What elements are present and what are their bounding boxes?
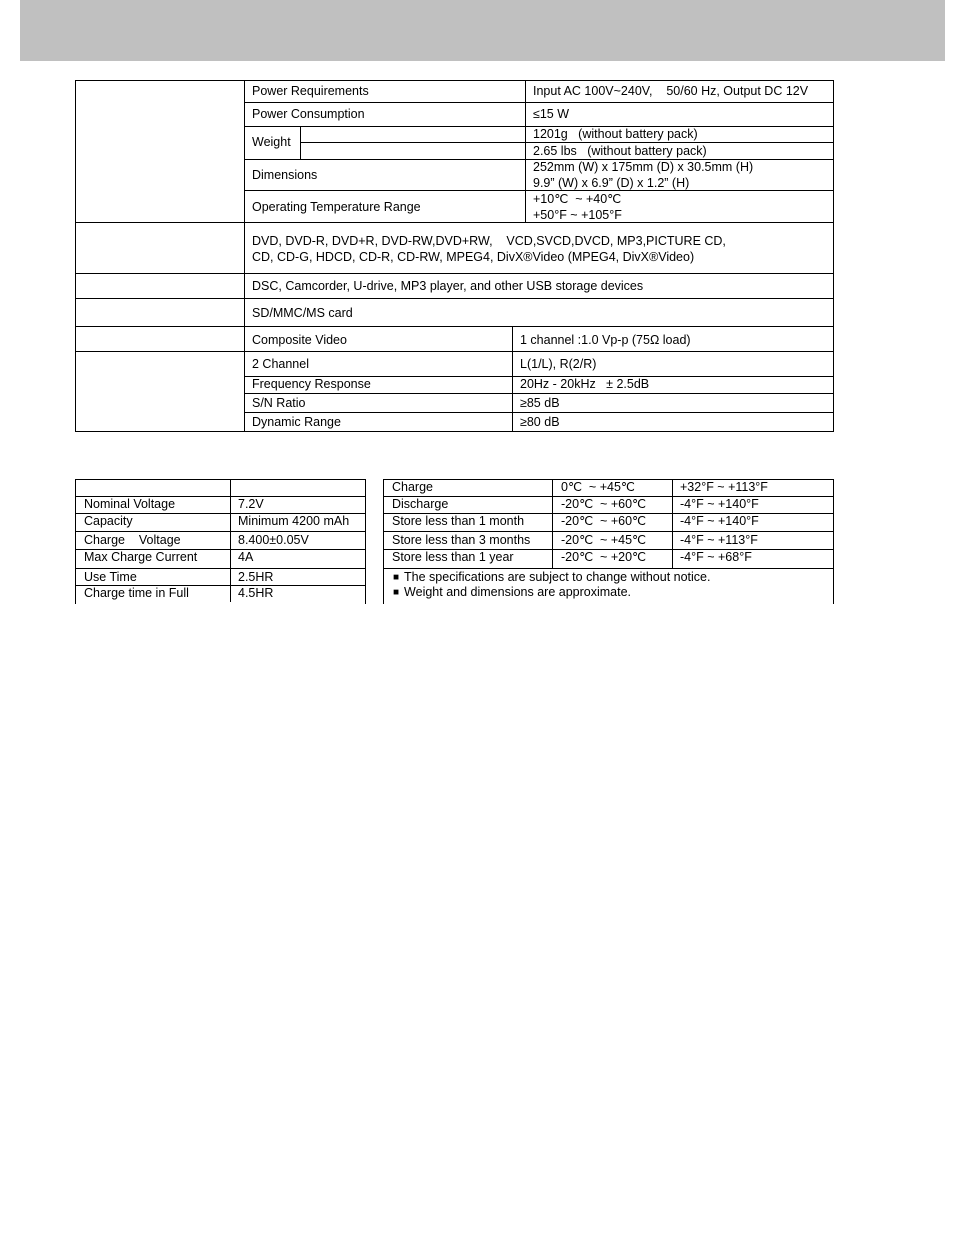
operating-temperature-label: Operating Temperature Range xyxy=(252,200,421,214)
frequency-response-value: 20Hz - 20kHz ± 2.5dB xyxy=(520,377,650,391)
charge-temp-celsius: 0℃ ~ +45℃ xyxy=(561,480,635,494)
composite-video-label: Composite Video xyxy=(252,333,347,347)
weight-metric-value: 1201g (without battery pack) xyxy=(533,127,698,141)
nominal-voltage-value: 7.2V xyxy=(238,497,264,511)
charge-temp-fahrenheit: +32°F ~ +113°F xyxy=(680,480,768,494)
capacity-label: Capacity xyxy=(84,514,133,528)
dimensions-label: Dimensions xyxy=(252,168,318,182)
power-requirements-label: Power Requirements xyxy=(252,84,369,98)
dynamic-range-label: Dynamic Range xyxy=(252,415,341,429)
dynamic-range-value: ≥80 dB xyxy=(520,415,560,429)
power-consumption-label: Power Consumption xyxy=(252,107,365,121)
specifications-table xyxy=(0,0,954,440)
power-consumption-value: ≤15 W xyxy=(533,107,570,121)
charge-temp-label: Charge xyxy=(392,480,433,494)
store-3-months-label: Store less than 3 months xyxy=(392,533,531,547)
store-1-month-celsius: -20℃ ~ +60℃ xyxy=(561,514,647,528)
store-1-month-label: Store less than 1 month xyxy=(392,514,525,528)
sn-ratio-label: S/N Ratio xyxy=(252,396,306,410)
note-specifications: ■ The specifications are subject to change without notice. xyxy=(393,570,710,586)
max-charge-current-label: Max Charge Current xyxy=(84,550,198,564)
max-charge-current-value: 4A xyxy=(238,550,254,564)
nominal-voltage-label: Nominal Voltage xyxy=(84,497,176,511)
note-weight-dimensions: ■ Weight and dimensions are approximate. xyxy=(393,585,631,601)
store-1-year-fahrenheit: -4°F ~ +68°F xyxy=(680,550,752,564)
usb-devices-value: DSC, Camcorder, U-drive, MP3 player, and other USB storage devices xyxy=(252,279,644,293)
dimensions-value: 252mm (W) x 175mm (D) x 30.5mm (H) 9.9” (W) x 6.9” (D) x 1.2” (H) xyxy=(533,160,754,190)
discharge-temp-celsius: -20℃ ~ +60℃ xyxy=(561,497,647,511)
store-1-year-label: Store less than 1 year xyxy=(392,550,514,564)
charge-time-value: 4.5HR xyxy=(238,586,274,600)
use-time-value: 2.5HR xyxy=(238,570,274,584)
store-1-year-celsius: -20℃ ~ +20℃ xyxy=(561,550,647,564)
store-1-month-fahrenheit: -4°F ~ +140°F xyxy=(680,514,759,528)
power-requirements-value: Input AC 100V~240V, 50/60 Hz, Output DC 12V xyxy=(533,84,809,98)
use-time-label: Use Time xyxy=(84,570,137,584)
charge-time-label: Charge time in Full xyxy=(84,586,189,600)
operating-temperature-value: +10℃ ~ +40℃ +50°F ~ +105°F xyxy=(533,192,622,222)
frequency-response-label: Frequency Response xyxy=(252,377,371,391)
temperature-table xyxy=(0,470,954,610)
weight-label: Weight xyxy=(252,135,291,149)
store-3-months-fahrenheit: -4°F ~ +113°F xyxy=(680,533,758,547)
charge-voltage-value: 8.400±0.05V xyxy=(238,533,309,547)
weight-imperial-value: 2.65 lbs (without battery pack) xyxy=(533,144,707,158)
discharge-temp-label: Discharge xyxy=(392,497,449,511)
card-types-value: SD/MMC/MS card xyxy=(252,306,353,320)
store-3-months-celsius: -20℃ ~ +45℃ xyxy=(561,533,647,547)
sn-ratio-value: ≥85 dB xyxy=(520,396,560,410)
composite-video-value: 1 channel :1.0 Vp-p (75Ω load) xyxy=(520,333,691,347)
audio-channel-label: 2 Channel xyxy=(252,357,309,371)
capacity-value: Minimum 4200 mAh xyxy=(238,514,350,528)
playable-discs-value: DVD, DVD-R, DVD+R, DVD-RW,DVD+RW, VCD,SVCD,DVCD, MP3,PICTURE CD, CD, CD-G, HDCD, CD-R, CD-RW, MPEG4, DivX®Video (MPEG4, DivX®Video) xyxy=(252,234,726,264)
charge-voltage-label: Charge Voltage xyxy=(84,533,181,547)
audio-channel-value: L(1/L), R(2/R) xyxy=(520,357,597,371)
discharge-temp-fahrenheit: -4°F ~ +140°F xyxy=(680,497,759,511)
